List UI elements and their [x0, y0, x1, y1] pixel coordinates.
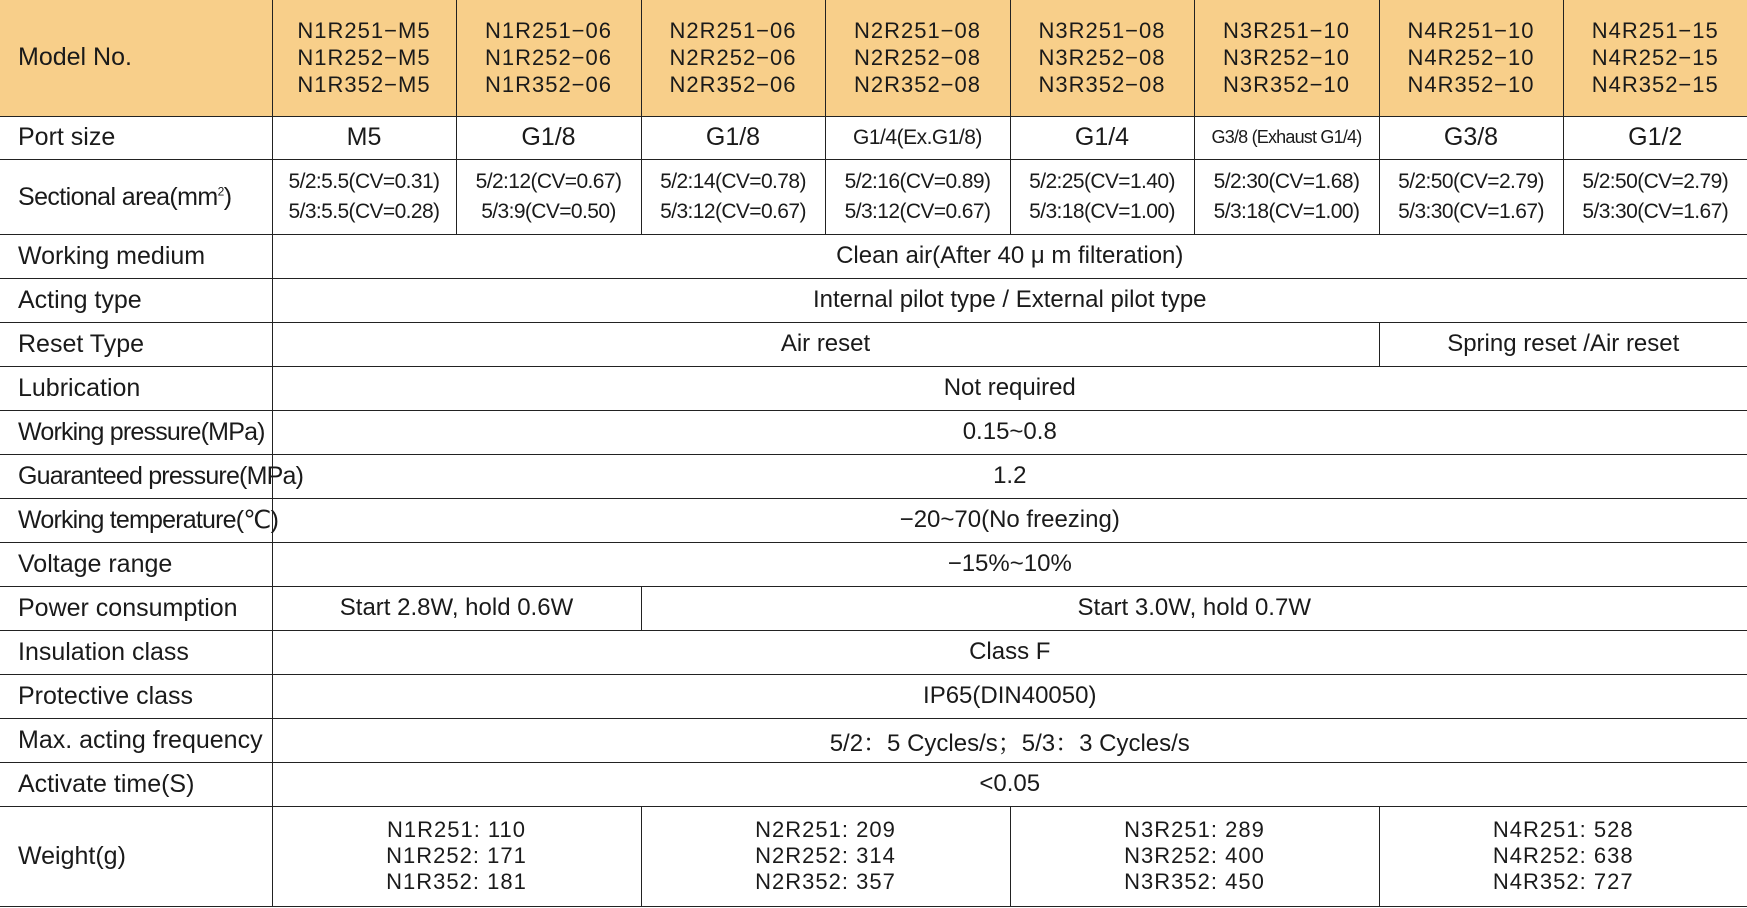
model-cell: N2R251−08 N2R252−08 N2R352−08: [825, 0, 1010, 116]
reset-type-label: Reset Type: [0, 322, 272, 366]
model-cell: N1R251−M5 N1R252−M5 N1R352−M5: [272, 0, 456, 116]
protective-class-row: [0, 674, 1747, 718]
working-temperature-value: −20~70(No freezing): [272, 498, 1747, 542]
power-consumption-value-a: Start 2.8W, hold 0.6W: [272, 586, 641, 630]
working-medium-row: [0, 234, 1747, 278]
port-size-value: G1/8: [641, 116, 825, 159]
working-pressure-label: Working pressure(MPa): [0, 410, 272, 454]
weight-label: Weight(g): [0, 806, 272, 906]
working-temperature-row: [0, 498, 1747, 542]
voltage-range-value: −15%~10%: [272, 542, 1747, 586]
reset-type-row: [0, 322, 1747, 366]
reset-type-value-spring: Spring reset /Air reset: [1379, 322, 1747, 366]
model-cell: N4R251−15 N4R252−15 N4R352−15: [1563, 0, 1747, 116]
port-size-value: M5: [272, 116, 456, 159]
acting-type-label: Acting type: [0, 278, 272, 322]
lubrication-row: [0, 366, 1747, 410]
port-size-value: G1/8: [456, 116, 641, 159]
port-size-value: G1/4(Ex.G1/8): [825, 116, 1010, 159]
weight-group: N3R251: 289 N3R252: 400 N3R352: 450: [1010, 806, 1379, 906]
working-temperature-label: Working temperature(℃): [0, 498, 272, 542]
max-frequency-row: [0, 718, 1747, 762]
header-row: [0, 0, 1747, 116]
sectional-area-value: 5/2:5.5(CV=0.31) 5/3:5.5(CV=0.28): [272, 159, 456, 234]
port-size-label: Port size: [0, 116, 272, 159]
model-no-label: Model No.: [0, 0, 272, 116]
sectional-area-value: 5/2:30(CV=1.68) 5/3:18(CV=1.00): [1194, 159, 1379, 234]
reset-type-value-air: Air reset: [272, 322, 1379, 366]
guaranteed-pressure-value: 1.2: [272, 454, 1747, 498]
acting-type-value: Internal pilot type / External pilot type: [272, 278, 1747, 322]
model-cell: N3R251−08 N3R252−08 N3R352−08: [1010, 0, 1194, 116]
model-cell: N3R251−10 N3R252−10 N3R352−10: [1194, 0, 1379, 116]
max-frequency-value: 5/2：5 Cycles/s；5/3：3 Cycles/s: [272, 718, 1747, 762]
max-frequency-label: Max. acting frequency: [0, 718, 272, 762]
sectional-area-value: 5/2:14(CV=0.78) 5/3:12(CV=0.67): [641, 159, 825, 234]
insulation-class-label: Insulation class: [0, 630, 272, 674]
working-medium-label: Working medium: [0, 234, 272, 278]
activate-time-value: <0.05: [272, 762, 1747, 806]
sectional-area-value: 5/2:25(CV=1.40) 5/3:18(CV=1.00): [1010, 159, 1194, 234]
sectional-area-value: 5/2:16(CV=0.89) 5/3:12(CV=0.67): [825, 159, 1010, 234]
working-pressure-row: [0, 410, 1747, 454]
guaranteed-pressure-row: [0, 454, 1747, 498]
model-cell: N2R251−06 N2R252−06 N2R352−06: [641, 0, 825, 116]
insulation-class-value: Class F: [272, 630, 1747, 674]
power-consumption-value-b: Start 3.0W, hold 0.7W: [641, 586, 1747, 630]
power-consumption-row: [0, 586, 1747, 630]
protective-class-label: Protective class: [0, 674, 272, 718]
protective-class-value: IP65(DIN40050): [272, 674, 1747, 718]
sectional-area-label: Sectional $area(mm^2)$: [0, 159, 272, 234]
weight-group: N1R251: 110 N1R252: 171 N1R352: 181: [272, 806, 641, 906]
weight-row: [0, 806, 1747, 906]
lubrication-label: Lubrication: [0, 366, 272, 410]
sectional-area-value: 5/2:50(CV=2.79) 5/3:30(CV=1.67): [1379, 159, 1563, 234]
acting-type-row: [0, 278, 1747, 322]
activate-time-label: Activate time(S): [0, 762, 272, 806]
guaranteed-pressure-label: Guaranteed pressure(MPa): [0, 454, 272, 498]
port-size-value: G1/4: [1010, 116, 1194, 159]
activate-time-row: [0, 762, 1747, 806]
weight-group: N4R251: 528 N4R252: 638 N4R352: 727: [1379, 806, 1747, 906]
power-consumption-label: Power consumption: [0, 586, 272, 630]
port-size-value: G3/8: [1379, 116, 1563, 159]
insulation-class-row: [0, 630, 1747, 674]
voltage-range-label: Voltage range: [0, 542, 272, 586]
sectional-area-row: [0, 159, 1747, 234]
port-size-value: G3/8 (Exhaust G1/4): [1194, 116, 1379, 159]
port-size-value: G1/2: [1563, 116, 1747, 159]
sectional-area-value: 5/2:12(CV=0.67) 5/3:9(CV=0.50): [456, 159, 641, 234]
voltage-range-row: [0, 542, 1747, 586]
port-size-row: [0, 116, 1747, 159]
model-cell: N4R251−10 N4R252−10 N4R352−10: [1379, 0, 1563, 116]
sectional-area-value: 5/2:50(CV=2.79) 5/3:30(CV=1.67): [1563, 159, 1747, 234]
working-medium-value: Clean air(After 40 μ m filteration): [272, 234, 1747, 278]
weight-group: N2R251: 209 N2R252: 314 N2R352: 357: [641, 806, 1010, 906]
model-cell: N1R251−06 N1R252−06 N1R352−06: [456, 0, 641, 116]
working-pressure-value: 0.15~0.8: [272, 410, 1747, 454]
lubrication-value: Not required: [272, 366, 1747, 410]
